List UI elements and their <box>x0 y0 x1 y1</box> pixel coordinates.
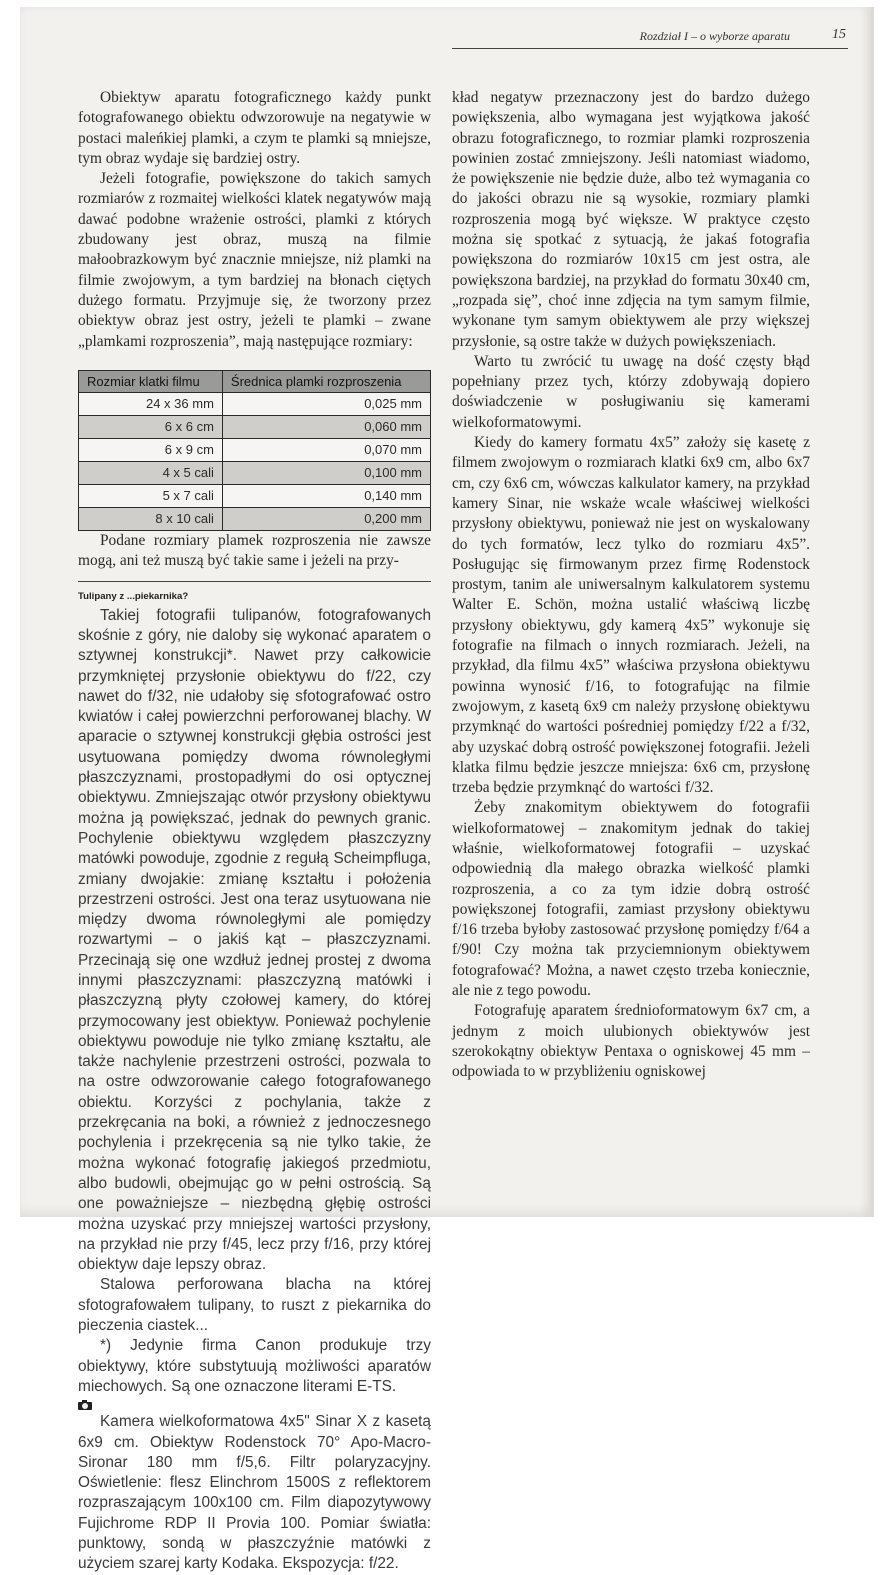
table-row <box>79 415 431 438</box>
frame-size-cell: 6 x 9 cm <box>79 438 223 461</box>
table-row <box>79 507 431 530</box>
paragraph: Warto tu zwrócić tu uwagę na dość częsty błąd popełniany przez tych, którzy zdobywają dopiero doświadczenie w posługiwaniu się kamerami wielkoformatowymi. <box>452 352 810 431</box>
frame-size-cell: 4 x 5 cali <box>79 461 223 484</box>
camera-icon <box>78 1400 92 1410</box>
table-row <box>79 461 431 484</box>
diameter-cell: 0,100 mm <box>222 461 430 484</box>
paragraph: kład negatyw przeznaczony jest do bardzo dużego powiększenia, albo wymagana jest wyjątkowa jakość obrazu fotograficznego, to rozmiar plamki rozproszenia powinien zostać zmniejszony. Jeśli natomiast wiadomo, że powiększenie nie będzie duże, albo też wymagania co do jakości obrazu nie są wysokie, rozmiary plamki rozproszenia mogą być większe. W praktyce często można się spotkać z sytuacją, że jakaś fotografia powiększona do rozmiarów 10x15 cm jest ostra, ale powiększona bardziej, na przykład do formatu 30x40 cm, „rozpada się”, choć inne zdjęcia na tym samym filmie, wykonane tym samym obiektywem ale przy większej przysłonie, są ostre także w dużych powiększeniach. <box>452 89 810 350</box>
page-edge-shadow <box>871 7 874 1217</box>
paragraph: Żeby znakomitym obiektywem do fotografii wielkoformatowej – znakomitym jednak do takiej właśnie, wielkoformatowej fotografii – uzyskać odpowiednią dla małego obrazka wielkość plamki rozproszenia, a co za tym idzie dobrą ostrość powiększonej fotografii, zamiast przysłony obiektywu f/16 trzeba byłoby zastosować przysłonę pomiędzy f/64 a f/90! Czy można tak przyciemnionym obiektywem fotografować? Można, a nawet często trzeba koniecznie, ale nie z tego powodu. <box>452 799 810 1000</box>
frame-size-cell: 5 x 7 cali <box>79 484 223 507</box>
diameter-cell: 0,070 mm <box>222 438 430 461</box>
photo-info: Kamera wielkoformatowa 4x5" Sinar X z kasetą 6x9 cm. Obiektyw Rodenstock 70° Apo-Macro-Sironar 180 mm f/5,6. Filtr polaryzacyjny. Oświetlenie: flesz Elinchrom 1500S z reflektorem rozpraszającym 100x100 cm. Film diapozytywowy Fujichrome RDP II Provia 100. Pomiar światła: punktowy, sondą w płaszczyźnie matówki z użyciem szarej karty Kodaka. Ekspozycja: f/22. <box>78 1413 431 1573</box>
table-row <box>79 484 431 507</box>
diameter-cell: 0,140 mm <box>222 484 430 507</box>
paragraph: Obiektyw aparatu fotograficznego każdy punkt fotografowanego obiektu odwzorowuje na negatywie w postaci maleńkiej plamki, a czym te plamki są mniejsze, tym obraz wydaje się bardziej ostry. <box>78 89 431 167</box>
page-number: 15 <box>832 27 846 42</box>
paragraph: Kiedy do kamery formatu 4x5” założy się kasetę z filmem zwojowym o rozmiarach klatki 6x9 cm, albo 6x7 cm, czy 6x6 cm, wówczas kalkulator kamery, na przykład kamery Sinar, nie wskaże wcale właściwej wielkości przysłony obiektywu, ponieważ nie jest on wyskalowany do tych formatów, lecz tylko do rozmiaru 4x5”. Posługując się firmowanym przez firmę Rodenstock prostym, tanim ale uniwersalnym kalkulatorem systemu Walter E. Schön, można ustalić właściwą liczbę przysłony obiektywu, gdy kamerą 4x5” wykonuje się fotografie na filmach o innych rozmiarach. Jeżeli, na przykład, dla filmu 4x5” właściwa przysłona obiektywu powinna wynosić f/16, to fotografując na filmie zwojowym, z kasetą 6x9 cm należy przysłonę obiektywu przymknąć do wartości pośredniej pomiędzy f/22 a f/32, aby uzyskać dobrą ostrość powiększonej fotografii. Jeżeli klatka filmu będzie jeszcze mniejsza: 6x6 cm, przysłonę trzeba będzie przymknąć do wartości f/32. <box>452 434 810 797</box>
table-row <box>79 392 431 415</box>
frame-size-cell: 8 x 10 cali <box>79 507 223 530</box>
sidebar-box <box>78 581 431 1574</box>
paragraph: Podane rozmiary plamek rozproszenia nie zawsze mogą, ani też muszą być takie same i jeżeli na przy- <box>78 531 431 570</box>
table-header-frame-size: Rozmiar klatki filmu <box>79 370 223 392</box>
table-row <box>79 438 431 461</box>
table-header-row <box>79 370 431 392</box>
running-head <box>452 22 848 49</box>
sidebar-paragraph: Stalowa perforowana blacha na której sfotografowałem tulipany, to ruszt z piekarnika do pieczenia ciastek... <box>78 1276 431 1335</box>
frame-size-cell: 6 x 6 cm <box>79 415 223 438</box>
paragraph: Jeżeli fotografie, powiększone do takich samych rozmiarów z rozmaitej wielkości klatek negatywów mają dawać podobne wrażenie ostrości, plamki z których zbudowany jest obraz, muszą na filmie małoobrazkowym być znacznie mniejsze, niż plamki na filmie zwojowym, a tym bardziej na błonach ciętych dużego formatu. Przyjmuje się, że tworzony przez obiektyw obraz jest ostry, jeżeli te plamki – zwane „plamkami rozproszenia”, mają następujące rozmiary: <box>78 170 431 350</box>
sidebar-footnote: *) Jedynie firma Canon produkuje trzy obiektywy, które substytuują możliwości aparatów miechowych. Są one oznaczone literami E-TS. <box>78 1337 431 1395</box>
paragraph: Fotografuję aparatem średnioformatowym 6x7 cm, a jednym z moich ulubionych obiektywów jest szerokokątny obiektyw Pentaxa o ogniskowej 45 mm – odpowiada to w przybliżeniu ogniskowej <box>452 1002 810 1081</box>
sidebar-title: Tulipany z ...piekarnika? <box>78 591 189 603</box>
chapter-title: Rozdział I – o wyborze aparatu <box>639 29 790 43</box>
circle-of-confusion-table <box>78 370 431 531</box>
left-column <box>78 88 431 1575</box>
diameter-cell: 0,060 mm <box>222 415 430 438</box>
diameter-cell: 0,025 mm <box>222 392 430 415</box>
frame-size-cell: 24 x 36 mm <box>79 392 223 415</box>
table-header-blur-diameter: Średnica plamki rozproszenia <box>222 370 430 392</box>
right-column <box>452 88 810 1083</box>
sidebar-paragraph: Takiej fotografii tulipanów, fotografowanych skośnie z góry, nie daloby się wykonać aparatem o sztywnej konstrukcji*. Nawet przy całkowicie przymkniętej przysłonie obiektywu do f/22, czy nawet do f/32, nie udałoby się sfotografować ostro kwiatów i całej powierzchni perforowanej blachy. W aparacie o sztywnej konstrukcji głębia ostrości jest usytuowana pomiędzy dwoma równoległymi płaszczyznami, prostopadłymi do osi optycznej obiektywu. Zmniejszając otwór przysłony obiektywu można ją powiększać, jednak do pewnych granic. Pochylenie obiektywu względem płaszczyzny matówki powoduje, zgodnie z regułą Scheimpfluga, zmiany dwojakie: zmianę kształtu i położenia przestrzeni ostrości. Jest ona teraz usytuowana nie między dwoma równoległymi ale pomiędzy rozwartymi – o jakiś kąt – płaszczyznami. Przecinają się one wzdłuż jednej prostej z dwoma innymi płaszczyznami: płaszczyzną matówki i płaszczyzną płyty czołowej kamery, do której przymocowany jest obiektyw. Ponieważ pochylenie obiektywu powoduje nie tylko zmianę kształtu, ale także nachylenie przestrzeni ostrości, pozwala to na ostre odwzorowanie całego fotografowanego obiektu. Korzyści z pochylania, także z przekręcania na boki, a również z jednoczesnego pochylenia i przekręcenia są nie tylko takie, że można wykonać fotografię jakiegoś przedmiotu, albo budowli, obejmując go w pełni ostrością. Są one poważniejsze – niezbędną głębię ostrości można uzyskać przy mniejszej wartości przysłony, na przykład nie przy f/45, lecz przy f/16, przy której obiektyw daje lepszy obraz. <box>78 606 431 1274</box>
diameter-cell: 0,200 mm <box>222 507 430 530</box>
